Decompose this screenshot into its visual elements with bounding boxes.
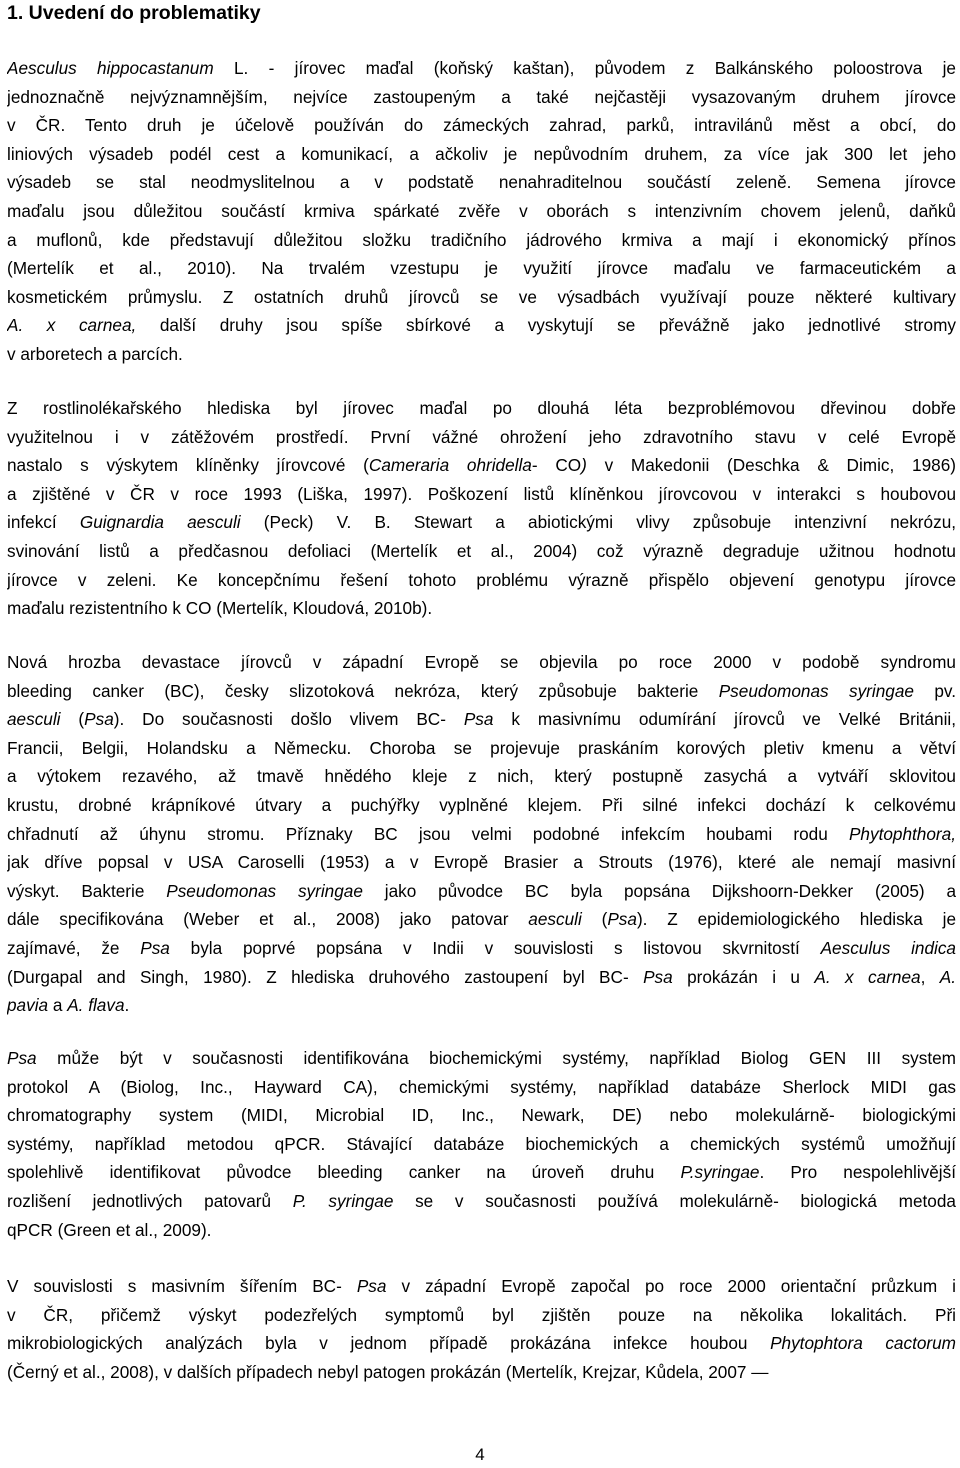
text-line — [7, 905, 956, 934]
paragraph-bleeding-canker — [7, 648, 956, 1020]
italic-text: Pseudomonas syringae — [718, 680, 914, 701]
text-run: kosmetickém průmyslu. Z ostatních druhů jírovců se ve výsadbách využívají pouze některé kultivary — [7, 286, 956, 307]
text-run: Z rostlinolékařského hlediska byl jírovec maďal po dlouhá léta bezproblémovou dřevinou dobře — [7, 398, 956, 418]
text-run: ). Z epidemiologického hlediska je — [636, 909, 956, 930]
text-line — [7, 480, 956, 509]
text-line — [7, 423, 956, 452]
text-run: (Černý et al., 2008), v dalších případech nebyl patogen prokázán (Mertelík, Krejzar, Kůdela, 2007 — — [7, 1361, 769, 1382]
italic-text: Psa — [140, 937, 170, 958]
text-run: svinování listů a předčasnou defoliaci (Mertelík et al., 2004) což výrazně degraduje užitnou hodnotu — [7, 540, 956, 561]
text-run: . — [124, 995, 130, 1016]
italic-text: A. x carnea — [814, 966, 921, 987]
italic-text: Pseudomonas syringae — [166, 880, 363, 901]
paragraph-identification — [7, 1044, 956, 1244]
text-line — [7, 537, 956, 566]
text-line — [7, 705, 956, 734]
text-run: protokol A (Biolog, Inc., Hayward CA), chemickými systémy, například databáze Sherlock MIDI gas — [7, 1076, 956, 1097]
text-run: mikrobiologických analýzách byla v jednom případě prokázána infekce houbou — [7, 1333, 771, 1354]
italic-text: P. syringae — [292, 1190, 394, 1211]
text-run: k masivnímu odumírání jírovců ve Velké Británii, — [493, 709, 956, 730]
text-line — [7, 648, 956, 677]
text-run: jako původce BC byla popsána Dijkshoorn-Dekker (2005) a — [362, 880, 956, 901]
text-run: rozlišení jednotlivých patovarů — [7, 1190, 293, 1211]
text-run: L. - jírovec maďal (koňský kaštan), původem z Balkánského poloostrova je — [213, 58, 956, 78]
text-run: jednoznačně nejvýznamnějším, nejvíce zastoupeným a také nejčastěji vysazovaným druhem jírovce — [7, 86, 956, 107]
text-line — [7, 877, 956, 906]
text-line — [7, 594, 956, 623]
text-run: infekcí — [7, 512, 80, 533]
text-run: ( — [581, 909, 608, 930]
italic-text: A. x carnea, — [7, 315, 137, 336]
text-line — [7, 1101, 956, 1130]
text-run: , — [920, 966, 940, 987]
italic-text: Psa — [643, 966, 673, 987]
italic-text: Guignardia aesculi — [79, 512, 241, 533]
text-line — [7, 934, 956, 963]
text-line — [7, 1073, 956, 1102]
italic-text: A. — [939, 966, 956, 987]
text-line — [7, 1358, 956, 1387]
text-run: chromatography system (MIDI, Microbial ID, Inc., Newark, DE) nebo molekulárně- biologickými — [7, 1105, 956, 1126]
text-line — [7, 734, 956, 763]
text-line — [7, 791, 956, 820]
text-run: jírovce v zeleni. Ke koncepčnímu řešení tohoto problému výrazně přispělo objevení genotypu jírovce — [7, 569, 956, 590]
text-line — [7, 1187, 956, 1216]
text-line — [7, 394, 956, 423]
text-run: (Peck) V. B. Stewart a abiotickými vlivy způsobuje intenzivní nekrózu, — [240, 512, 956, 533]
text-run: (Durgapal and Singh, 1980). Z hlediska druhového zastoupení byl BC- — [7, 966, 644, 987]
italic-text: Psa — [607, 909, 637, 930]
text-line — [7, 1272, 956, 1301]
text-line — [7, 991, 956, 1020]
text-line — [7, 1301, 956, 1330]
page-number: 4 — [475, 1445, 485, 1464]
text-run: další druhy jsou spíše sbírkové a vyskytují se převážně jako jednotlivé stromy — [136, 315, 956, 336]
text-line — [7, 340, 956, 369]
text-line — [7, 168, 956, 197]
text-line — [7, 1044, 956, 1073]
text-run: - CO — [531, 455, 582, 476]
text-line — [7, 451, 956, 480]
text-line — [7, 197, 956, 226]
text-run: Francii, Belgii, Holandsku a Německu. Choroba se projevuje praskáním korových pletiv kmenu a větví — [7, 737, 956, 758]
text-run: systémy, například metodou qPCR. Stávající databáze biochemických a chemických systémů umožňují — [7, 1133, 956, 1154]
paragraph-plant-protection — [7, 394, 956, 623]
italic-text: pavia — [7, 995, 49, 1016]
text-run: využitelnou i v zátěžovém prostředí. První vážné ohrožení jeho zdravotního stavu v celé Evropě — [7, 426, 956, 447]
italic-text: Phytophthora, — [848, 823, 956, 844]
text-run: maďalu jsou důležitou součástí krmiva spárkaté zvěře v oborách s intenzivním chovem jelenů, daňků — [7, 200, 956, 221]
italic-text: aesculi — [7, 709, 61, 730]
italic-text: Psa — [84, 709, 114, 730]
text-run: chřadnutí až úhynu stromu. Příznaky BC jsou velmi podobné infekcím houbami rodu — [7, 823, 849, 844]
text-run: . Pro nespolehlivější — [759, 1162, 956, 1183]
text-run: pv. — [913, 680, 956, 701]
paragraph-czech-survey — [7, 1272, 956, 1386]
text-run: výsadeb se stal neodmyslitelnou a v podstatě nenahraditelnou součástí zeleně. Semena jírovce — [7, 172, 956, 193]
text-run: v ČR. Tento druh je účelově používán do zámeckých zahrad, parků, intravilánů měst a obcí, do — [7, 115, 956, 136]
text-line — [7, 111, 956, 140]
text-line — [7, 566, 956, 595]
italic-text: Psa — [463, 709, 494, 730]
italic-text: Aesculus indica — [820, 937, 956, 958]
text-line — [7, 226, 956, 255]
text-run: (Mertelík et al., 2010). Na trvalém vzestupu je využití jírovce maďalu ve farmaceutickém a — [7, 258, 956, 279]
text-run: v ČR, přičemž výskyt podezřelých symptomů byl zjištěn pouze na několika lokalitách. Při — [7, 1304, 956, 1325]
text-run: V souvislosti s masivním šířením BC- — [7, 1276, 357, 1296]
text-line — [7, 311, 956, 340]
text-run: a — [48, 995, 68, 1016]
text-run: se v současnosti používá molekulárně- biologická metoda — [393, 1190, 956, 1211]
paragraph-introduction — [7, 54, 956, 369]
text-run: v arboretech a parcích. — [7, 343, 183, 364]
text-line — [7, 1158, 956, 1187]
text-line — [7, 54, 956, 83]
text-line — [7, 848, 956, 877]
text-run: může být v současnosti identifikována biochemickými systémy, například Biolog GEN III system — [36, 1048, 956, 1068]
italic-text: Cameraria ohridella — [368, 455, 532, 476]
text-run: prokázán i u — [672, 966, 815, 987]
text-line — [7, 1216, 956, 1245]
text-line — [7, 762, 956, 791]
text-line — [7, 1130, 956, 1159]
text-run: Nová hrozba devastace jírovců v západní Evropě se objevila po roce 2000 v podobě syndromu — [7, 652, 956, 672]
italic-text: Psa — [356, 1276, 387, 1296]
text-line — [7, 677, 956, 706]
text-run: bleeding canker (BC), česky slizotoková nekróza, který způsobuje bakterie — [7, 680, 719, 701]
text-run: liniových výsadeb podél cest a komunikací, a ačkoliv je nepůvodním druhem, za více jak 300 let jeho — [7, 143, 956, 164]
italic-text: P.syringae — [680, 1162, 760, 1183]
text-run: spolehlivě identifikovat původce bleeding canker na úroveň druhu — [7, 1162, 681, 1183]
text-line — [7, 820, 956, 849]
italic-text: ) — [581, 455, 587, 476]
text-run: ( — [60, 709, 85, 730]
section-heading: 1. Uvedení do problematiky — [7, 2, 261, 24]
text-run: a muflonů, kde představují důležitou složku tradičního jádrového krmiva a mají i ekonomický přínos — [7, 229, 956, 250]
text-run: jak dříve popsal v USA Caroselli (1953) a v Evropě Brasier a Strouts (1976), které ale nemají masivní — [7, 852, 956, 873]
italic-text: aesculi — [528, 909, 582, 930]
italic-text: A. flava — [67, 995, 125, 1016]
text-line — [7, 963, 956, 992]
italic-text: Psa — [7, 1048, 37, 1068]
text-run: byla poprvé popsána v Indii v souvislosti s listovou skvrnitostí — [169, 937, 821, 958]
text-line — [7, 283, 956, 312]
text-line — [7, 83, 956, 112]
text-run: výskyt. Bakterie — [7, 880, 167, 901]
text-run: qPCR (Green et al., 2009). — [7, 1219, 212, 1240]
italic-text: Aesculus hippocastanum — [7, 58, 214, 78]
text-run: a zjištěné v ČR v roce 1993 (Liška, 1997). Poškození listů klíněnkou jírovcovou v interakci s houbovou — [7, 483, 956, 504]
text-run: v Makedonii (Deschka & Dimic, 1986) — [586, 455, 956, 476]
text-run: ). Do současnosti došlo vlivem BC- — [113, 709, 464, 730]
text-run: zajímavé, že — [7, 937, 141, 958]
text-line — [7, 140, 956, 169]
italic-text: Phytophtora cactorum — [770, 1333, 956, 1354]
text-run: krustu, drobné krápníkové útvary a puchýřky vyplněné klejem. Při silné infekci dochází k celkovému — [7, 794, 956, 815]
text-run: dále specifikována (Weber et al., 2008) jako patovar — [7, 909, 529, 930]
text-run: maďalu rezistentního k CO (Mertelík, Kloudová, 2010b). — [7, 598, 433, 619]
text-run: a výtokem rezavého, až tmavě hnědého kleje z nich, který postupně zasychá a vytváří sklovitou — [7, 766, 956, 787]
text-run: nastalo s výskytem klíněnky jírovcové ( — [7, 455, 369, 476]
text-line — [7, 1329, 956, 1358]
text-line — [7, 508, 956, 537]
text-line — [7, 254, 956, 283]
text-run: v západní Evropě započal po roce 2000 orientační průzkum i — [386, 1276, 956, 1296]
